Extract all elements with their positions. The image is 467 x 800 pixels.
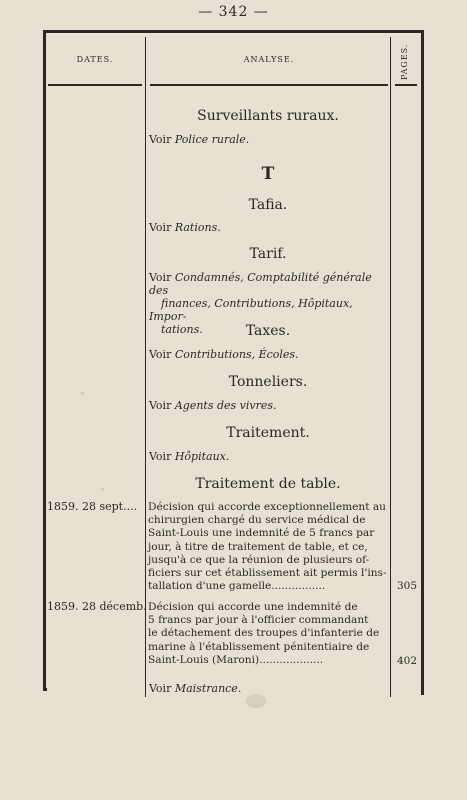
entry-heading: Tafia. <box>248 197 288 213</box>
see-also-reference: Voir Hôpitaux. <box>149 450 230 463</box>
entry-date: 1859. 28 sept.... <box>47 500 138 513</box>
entry-heading: Traitement. <box>226 425 310 441</box>
entry-heading: Traitement de table. <box>195 476 341 492</box>
page-number: — 342 — <box>198 4 269 20</box>
column-header-dates: DATES. <box>76 55 114 64</box>
paper-stain <box>246 694 266 708</box>
entry-heading: Taxes. <box>245 323 291 339</box>
section-letter: T <box>261 164 275 184</box>
entry-heading: Tarif. <box>249 246 287 262</box>
page-reference: 402 <box>396 655 417 667</box>
page-reference: 305 <box>396 580 417 592</box>
see-also-reference: Voir Police rurale. <box>149 133 250 146</box>
paper-speck <box>81 392 84 395</box>
entry-heading: Tonneliers. <box>228 374 308 390</box>
see-also-reference: Voir Condamnés, Comptabilité générale des finances, Contributions, Hôpitaux, Impor- tations. <box>149 271 372 336</box>
paper-speck <box>101 488 104 491</box>
see-also-reference: Voir Agents des vivres. <box>149 399 277 412</box>
column-header-analysis: ANALYSE. <box>243 55 295 64</box>
entry-text: Décision qui accorde exceptionnellement au chirurgien chargé du service médical de Saint-Louis une indemnité de 5 francs par jour, à titre de traitement de table, et ce, jusqu'à ce que la réunion de plusieurs of- ficiers sur cet établissement ait permis l'ins- tallation d'une gamelle................ <box>148 501 387 593</box>
see-also-reference: Voir Contributions, Écoles. <box>149 348 299 361</box>
entry-date: 1859. 28 décemb. <box>47 600 147 613</box>
see-also-reference: Voir Maistrance. <box>149 682 242 695</box>
column-header-pages: PAGES. <box>400 43 409 80</box>
entry-heading: Surveillants ruraux. <box>197 108 339 124</box>
entry-text: Décision qui accorde une indemnité de 5 francs par jour à l'officier commandant le détachement des troupes d'infanterie de marine à l'établissement pénitentiaire de Saint-Louis (Maroni)................... <box>148 601 380 666</box>
see-also-reference: Voir Rations. <box>149 221 221 234</box>
